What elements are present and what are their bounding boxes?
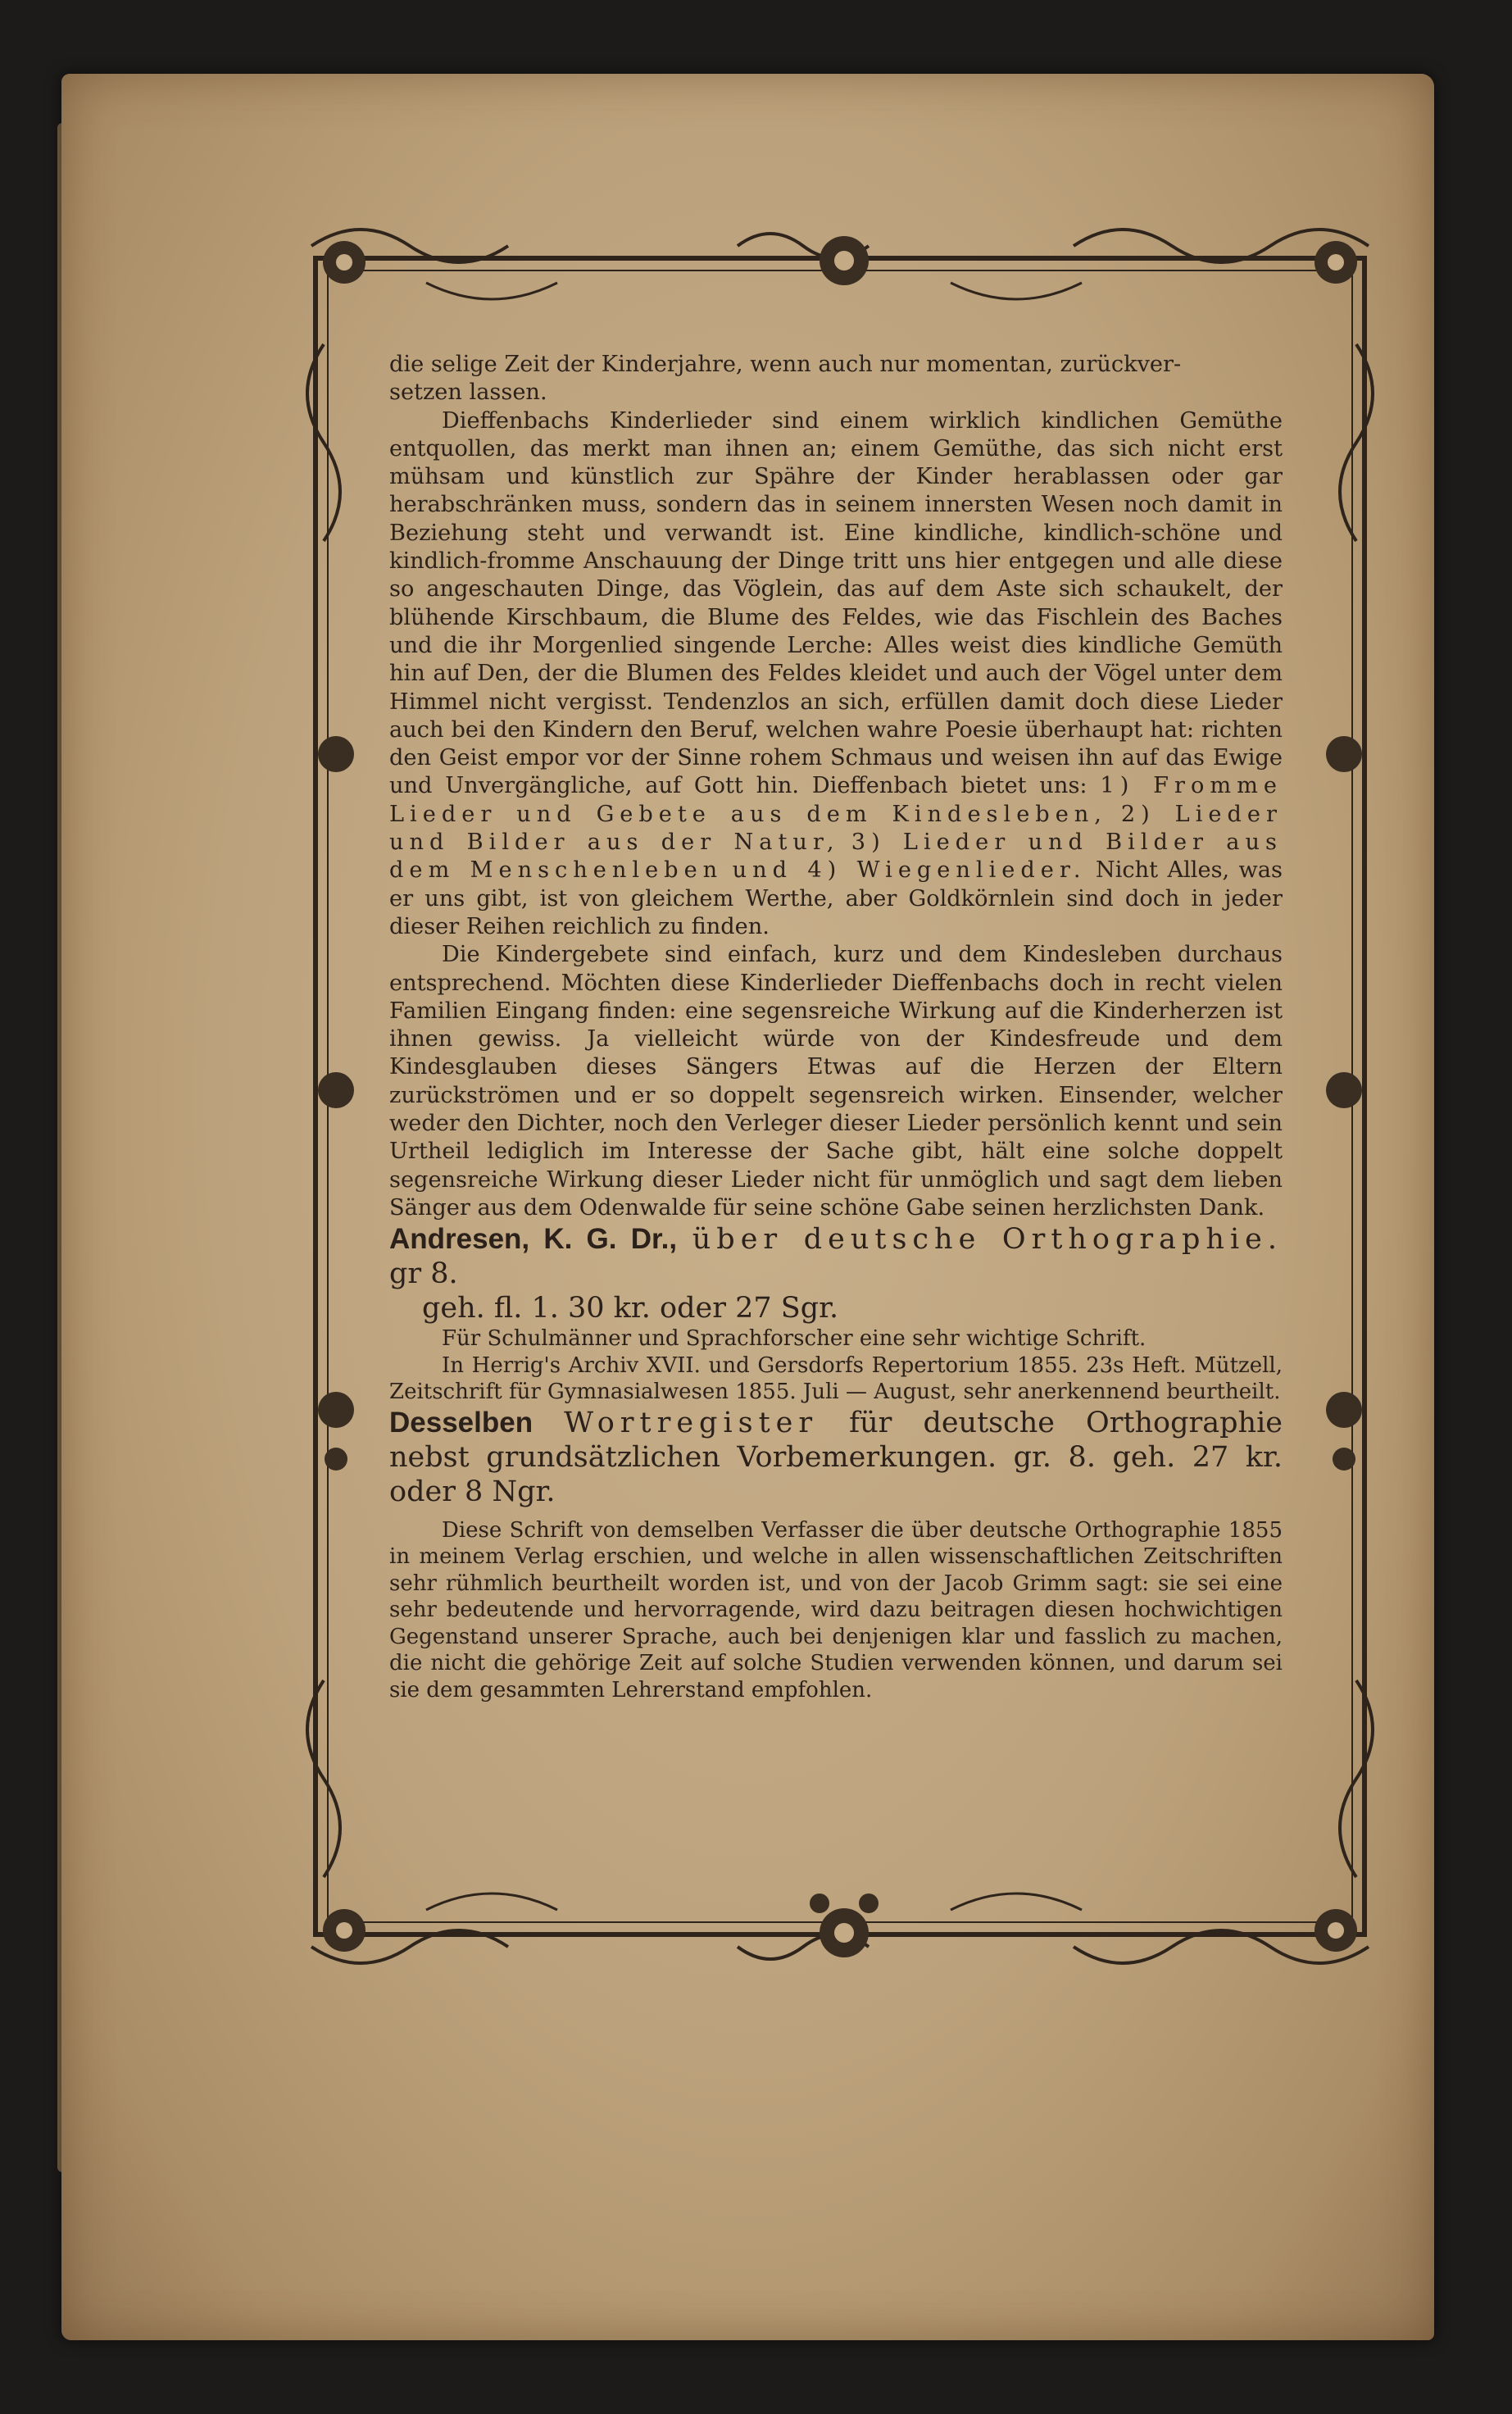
book-entry-desselben (389, 1406, 1283, 1509)
book-entry-andresen (389, 1222, 1283, 1291)
intro-line-a: die selige Zeit der Kinderjahre, wenn auch nur momentan, zurückver- (389, 352, 1182, 377)
entry-title: Wortregister (564, 1406, 819, 1439)
category-4: und 4) Wiegenlieder. (732, 857, 1087, 884)
entry-note: Diese Schrift von demselben Verfasser die über deutsche Orthographie 1855 in meinem Verlag erschien, und welche in allen wissenschaftlichen Zeitschriften sehr rühmlich beurtheilt worden ist, und von der Jacob Grimm sagt: sie sei eine sehr bedeutende und hervorragende, wird dazu beitragen diesen hochwichtigen Gegenstand unserer Sprache, auch bei denjenigen klar und fasslich zu machen, die nicht die gehörige Zeit auf solche Studien verwenden können, und darum sei sie dem gesammten Lehrerstand empfohlen. (389, 1517, 1283, 1703)
entry-author: Andresen, K. G. Dr., (389, 1223, 678, 1256)
category-2: 2) Lieder und Bilder aus der Natur, (389, 801, 1283, 856)
entry-title: über deutsche Orthographie. (692, 1223, 1283, 1257)
entry-author: Desselben (389, 1406, 534, 1439)
entry-format: gr 8. (389, 1257, 458, 1291)
entry-price: geh. fl. 1. 30 kr. oder 27 Sgr. (422, 1292, 839, 1325)
entry-note-1: Für Schulmänner und Sprachforscher eine sehr wichtige Schrift. (442, 1326, 1146, 1352)
review-paragraph-2: Die Kindergebete sind einfach, kurz und dem Kindesleben durchaus entsprechend. Möchten diese Kinderlieder Dieffenbachs doch in recht vielen Familien Eingang finden: eine segensreiche Wirkung auf die Kinderherzen ist ihnen gewiss. Ja vielleicht würde von der Kindesfreude und dem Kindesglauben dieses Sängers Etwas auf die Herzen der Eltern zurückströmen und er so doppelt segensreich wirken. Einsender, welcher weder den Dichter, noch den Verleger dieser Lieder persönlich kennt und sein Urtheil lediglich im Interesse der Sache gibt, hält eine solche doppelt segensreiche Wirkung dieser Lieder nicht für unmöglich und sagt dem lieben Sänger aus dem Odenwalde für seine schöne Gabe seinen herzlichsten Dank. (389, 942, 1283, 1221)
review-text-end: Nicht Alles, was er uns gibt, ist von gleichem Werthe, aber Goldkörnlein sind doch in jeder dieser Reihen reichlich zu finden. (389, 857, 1283, 939)
review-text: Dieffenbachs Kinderlieder sind einem wirklich kindlichen Gemüthe entquollen, das merkt man ihnen an; einem Gemüthe, das sich nicht erst mühsam und künstlich zur Spähre der Kinder herablassen oder gar herabschränken muss, sondern das in seinem innersten Wesen noch damit in Beziehung steht und verwandt ist. Eine kindliche, kindlich-schöne und kindlich-fromme Anschauung der Dinge tritt uns hier entgegen und alle diese so angeschauten Dinge, das Vöglein, das auf dem Aste sich schaukelt, der blühende Kirschbaum, die Blume des Feldes, wie das Fischlein des Baches und die ihr Morgenlied singende Lerche: Alles weist dies kindliche Gemüth hin auf Den, der die Blumen des Feldes kleidet und auch der Vögel unter dem Himmel nicht vergisst. Tendenzlos an sich, erfüllen damit doch diese Lieder auch bei den Kindern den Beruf, welchen wahre Poesie überhaupt hat: richten den Geist empor vor der Sinne rohem Schmaus und weisen ihn auf das Ewige und Unvergängliche, auf Gott hin. Dieffenbach bietet uns: (389, 407, 1283, 799)
review-paragraph-1 (389, 407, 1283, 942)
entry-details: für deutsche Orthographie nebst grundsätzlichen Vorbemerkungen. gr. 8. geh. 27 kr. oder 8 Ngr. (389, 1406, 1283, 1508)
entry-note-2: In Herrig's Archiv XVII. und Gersdorfs Repertorium 1855. 23s Heft. Mützell, Zeitschrift für Gymnasialwesen 1855. Juli — August, sehr anerkennend beurtheilt. (389, 1352, 1283, 1405)
category-3: 3) Lieder und Bilder aus dem Menschenleben (389, 830, 1283, 884)
advertisement-text (389, 351, 1283, 1703)
intro-line-b: setzen lassen. (389, 380, 547, 406)
category-1: 1) Fromme Lieder und Gebete aus dem Kindesleben, (389, 773, 1283, 827)
